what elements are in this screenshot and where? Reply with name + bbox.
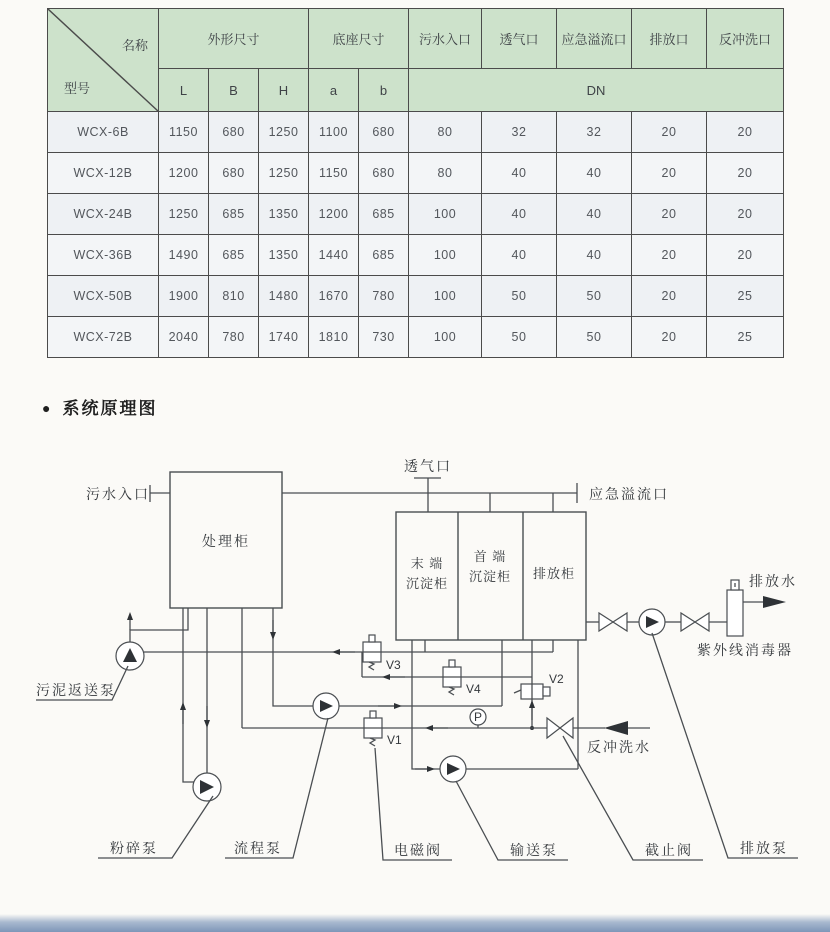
value-cell: 2040 bbox=[159, 317, 209, 358]
leader-discharge-pump bbox=[652, 633, 798, 858]
transfer-suction-pipe bbox=[412, 640, 440, 769]
solenoid-V4-coil bbox=[449, 660, 455, 667]
value-cell: 1350 bbox=[259, 235, 309, 276]
right-arrow-head bbox=[394, 703, 402, 709]
value-cell: 100 bbox=[409, 194, 482, 235]
value-cell: 1480 bbox=[259, 276, 309, 317]
section-heading bbox=[42, 394, 157, 419]
gate-valve-icon bbox=[599, 613, 627, 631]
valve-V2-label: V2 bbox=[549, 672, 564, 686]
solenoid-V1-coil bbox=[370, 711, 376, 718]
sewage-inlet-label: 污水入口 bbox=[86, 486, 150, 502]
backwash-arrow bbox=[604, 721, 628, 735]
left-arrow-head bbox=[425, 725, 433, 731]
corner-header-cell bbox=[48, 9, 159, 112]
header-L: L bbox=[159, 69, 209, 112]
value-cell: 20 bbox=[707, 112, 784, 153]
value-cell: 20 bbox=[632, 276, 707, 317]
value-cell: 730 bbox=[359, 317, 409, 358]
table-row bbox=[48, 112, 784, 153]
solenoid-V4-spring bbox=[449, 687, 454, 695]
table-row bbox=[48, 317, 784, 358]
solenoid-V3-coil bbox=[369, 635, 375, 642]
spec-table bbox=[47, 8, 784, 358]
transfer-pump-label: 输送泵 bbox=[510, 842, 558, 858]
backwash-water-label: 反冲洗水 bbox=[587, 739, 651, 755]
scan-edge-shadow bbox=[0, 914, 830, 932]
up-arrow-head bbox=[180, 702, 186, 710]
sludge-return-pipe bbox=[130, 608, 188, 642]
solenoid-V2-coil bbox=[543, 687, 550, 696]
discharge-pump-label: 排放泵 bbox=[740, 840, 788, 856]
solenoid-valve-label: 电磁阀 bbox=[394, 842, 442, 858]
value-cell: 685 bbox=[209, 235, 259, 276]
value-cell: 50 bbox=[557, 276, 632, 317]
value-cell: 40 bbox=[557, 194, 632, 235]
grinder-feed-pipe bbox=[183, 608, 194, 782]
header-overflow: 应急溢流口 bbox=[557, 9, 632, 69]
right-arrow-head bbox=[427, 766, 435, 772]
value-cell: 20 bbox=[707, 194, 784, 235]
treatment-cabinet-label: 处理柜 bbox=[202, 533, 250, 549]
value-cell: 20 bbox=[632, 317, 707, 358]
front-settling-label: 首 端 bbox=[473, 549, 507, 564]
value-cell: 685 bbox=[359, 194, 409, 235]
value-cell: 40 bbox=[482, 153, 557, 194]
value-cell: 680 bbox=[209, 112, 259, 153]
solenoid-V2-tick bbox=[514, 690, 521, 693]
header-base-dims: 底座尺寸 bbox=[309, 9, 409, 69]
table-row bbox=[48, 276, 784, 317]
value-cell: 80 bbox=[409, 112, 482, 153]
value-cell: 1740 bbox=[259, 317, 309, 358]
value-cell: 685 bbox=[209, 194, 259, 235]
value-cell: 1100 bbox=[309, 112, 359, 153]
discharge-cabinet-label: 排放柜 bbox=[532, 566, 576, 581]
value-cell: 1440 bbox=[309, 235, 359, 276]
model-cell: WCX-6B bbox=[48, 112, 159, 153]
table-row bbox=[48, 235, 784, 276]
value-cell: 780 bbox=[359, 276, 409, 317]
stop-valve-label: 截止阀 bbox=[645, 842, 693, 858]
value-cell: 100 bbox=[409, 276, 482, 317]
value-cell: 1150 bbox=[159, 112, 209, 153]
value-cell: 32 bbox=[482, 112, 557, 153]
model-cell: WCX-12B bbox=[48, 153, 159, 194]
value-cell: 1670 bbox=[309, 276, 359, 317]
value-cell: 1490 bbox=[159, 235, 209, 276]
bullet-icon: ● bbox=[42, 400, 53, 416]
front-settling-label2: 沉淀柜 bbox=[468, 569, 512, 584]
value-cell: 680 bbox=[209, 153, 259, 194]
model-cell: WCX-50B bbox=[48, 276, 159, 317]
value-cell: 20 bbox=[632, 235, 707, 276]
header-B: B bbox=[209, 69, 259, 112]
gauge-letter: P bbox=[473, 710, 483, 724]
value-cell: 80 bbox=[409, 153, 482, 194]
process-pump-label: 流程泵 bbox=[234, 840, 282, 856]
value-cell: 1350 bbox=[259, 194, 309, 235]
value-cell: 32 bbox=[557, 112, 632, 153]
vertical-pipe bbox=[273, 608, 313, 706]
value-cell: 1200 bbox=[159, 153, 209, 194]
header-discharge: 排放口 bbox=[632, 9, 707, 69]
value-cell: 40 bbox=[557, 153, 632, 194]
section-heading-text: 系统原理图 bbox=[62, 399, 158, 418]
value-cell: 25 bbox=[707, 317, 784, 358]
flow-arrow-right bbox=[763, 596, 786, 608]
overflow-label: 应急溢流口 bbox=[589, 486, 669, 502]
sludge-return-pump-label: 污泥返送泵 bbox=[36, 682, 116, 698]
value-cell: 1810 bbox=[309, 317, 359, 358]
model-cell: WCX-24B bbox=[48, 194, 159, 235]
gate-valve-icon bbox=[681, 613, 709, 631]
model-cell: WCX-36B bbox=[48, 235, 159, 276]
system-schematic-diagram bbox=[0, 440, 830, 890]
corner-label-name: 名称 bbox=[121, 38, 148, 53]
valve-V1-label: V1 bbox=[387, 733, 402, 747]
value-cell: 25 bbox=[707, 276, 784, 317]
value-cell: 680 bbox=[359, 153, 409, 194]
solenoid-V3-spring bbox=[369, 662, 374, 670]
valve-V4-label: V4 bbox=[466, 682, 481, 696]
value-cell: 40 bbox=[482, 194, 557, 235]
left-arrow-head bbox=[382, 674, 390, 680]
value-cell: 100 bbox=[409, 317, 482, 358]
value-cell: 1150 bbox=[309, 153, 359, 194]
value-cell: 680 bbox=[359, 112, 409, 153]
leader-process-pump bbox=[225, 718, 328, 858]
end-settling-label: 末 端 bbox=[410, 556, 444, 571]
value-cell: 50 bbox=[557, 317, 632, 358]
vent-label: 透气口 bbox=[404, 458, 452, 474]
header-vent: 透气口 bbox=[482, 9, 557, 69]
header-outer-dims: 外形尺寸 bbox=[159, 9, 309, 69]
header-a: a bbox=[309, 69, 359, 112]
solenoid-V1-spring bbox=[370, 738, 375, 746]
up-arrow-head bbox=[529, 700, 535, 708]
left-arrow-head bbox=[332, 649, 340, 655]
down-arrow-head bbox=[204, 720, 210, 728]
value-cell: 1250 bbox=[159, 194, 209, 235]
value-cell: 40 bbox=[557, 235, 632, 276]
value-cell: 40 bbox=[482, 235, 557, 276]
valve-V3-label: V3 bbox=[386, 658, 401, 672]
value-cell: 20 bbox=[632, 112, 707, 153]
value-cell: 810 bbox=[209, 276, 259, 317]
value-cell: 685 bbox=[359, 235, 409, 276]
value-cell: 1200 bbox=[309, 194, 359, 235]
value-cell: 1250 bbox=[259, 153, 309, 194]
header-backwash: 反冲洗口 bbox=[707, 9, 784, 69]
model-cell: WCX-72B bbox=[48, 317, 159, 358]
header-dn: DN bbox=[409, 69, 784, 112]
end-settling-label2: 沉淀柜 bbox=[405, 576, 449, 591]
table-row bbox=[48, 153, 784, 194]
stop-valve-icon bbox=[547, 718, 573, 738]
uv-sterilizer-icon bbox=[727, 590, 743, 636]
grinder-pump-label: 粉碎泵 bbox=[110, 840, 158, 856]
value-cell: 50 bbox=[482, 276, 557, 317]
up-arrow-head bbox=[127, 612, 133, 620]
table-row bbox=[48, 194, 784, 235]
header-sewage-inlet: 污水入口 bbox=[409, 9, 482, 69]
value-cell: 20 bbox=[707, 153, 784, 194]
header-b: b bbox=[359, 69, 409, 112]
value-cell: 20 bbox=[632, 153, 707, 194]
value-cell: 20 bbox=[632, 194, 707, 235]
header-H: H bbox=[259, 69, 309, 112]
value-cell: 50 bbox=[482, 317, 557, 358]
value-cell: 780 bbox=[209, 317, 259, 358]
down-arrow-head bbox=[270, 632, 276, 640]
value-cell: 100 bbox=[409, 235, 482, 276]
corner-label-model: 型号 bbox=[64, 81, 91, 96]
value-cell: 20 bbox=[707, 235, 784, 276]
value-cell: 1250 bbox=[259, 112, 309, 153]
discharge-water-label: 排放水 bbox=[749, 573, 797, 589]
uv-sterilizer-label: 紫外线消毒器 bbox=[697, 642, 793, 658]
value-cell: 1900 bbox=[159, 276, 209, 317]
